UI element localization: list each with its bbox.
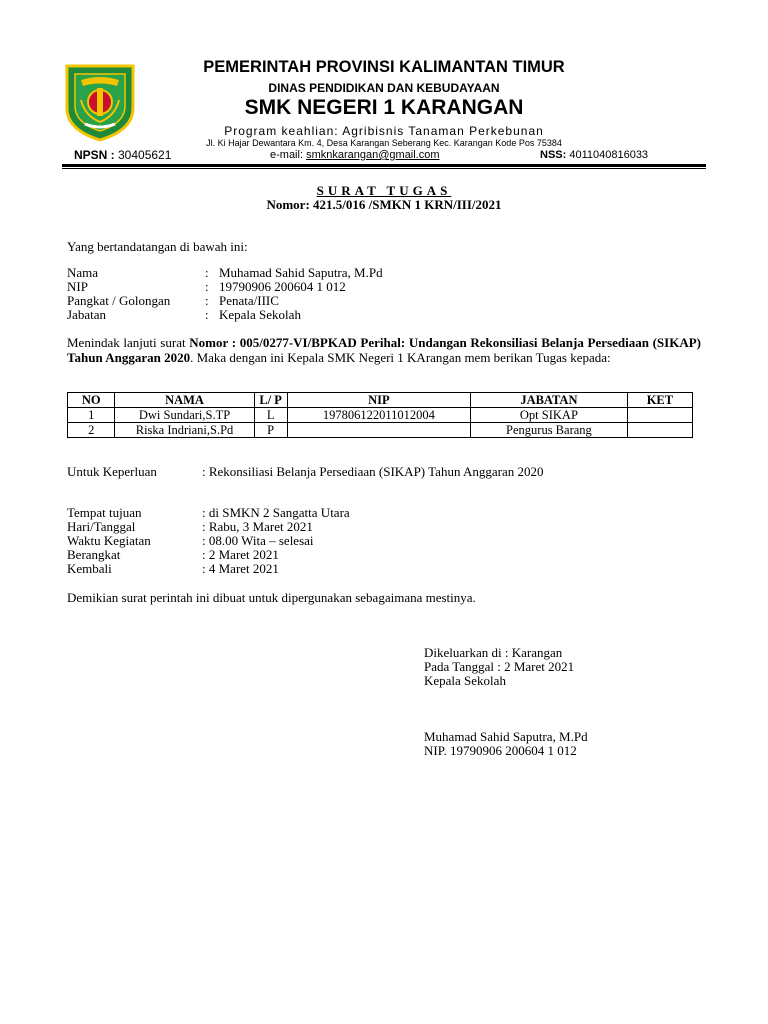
table-cell: Riska Indriani,S.Pd [115, 423, 254, 438]
intro-text: Yang bertandatangan di bawah ini: [67, 239, 248, 254]
table-row [68, 408, 693, 423]
table-cell [287, 423, 470, 438]
table-cell: 1 [68, 408, 115, 423]
detail-label: Hari/Tanggal [67, 519, 136, 534]
signer-position: Kepala Sekolah [424, 673, 506, 688]
signer-value: Penata/IIIC [219, 293, 279, 308]
detail-label: Berangkat [67, 547, 121, 562]
npsn: NPSN : 30405621 [74, 148, 172, 162]
table-cell: L [254, 408, 287, 423]
signer-value: Muhamad Sahid Saputra, M.Pd [219, 265, 383, 280]
table-header-cell: NAMA [115, 393, 254, 408]
table-header-cell: NO [68, 393, 115, 408]
signer-value: 19790906 200604 1 012 [219, 279, 346, 294]
table-row [68, 423, 693, 438]
detail-label: Kembali [67, 561, 112, 576]
colon: : [205, 293, 209, 308]
colon: : [205, 279, 209, 294]
table-header-row [68, 393, 693, 408]
email-link[interactable]: smknkarangan@gmail.com [306, 149, 440, 161]
detail-value: : 2 Maret 2021 [202, 547, 279, 562]
signer-value: Kepala Sekolah [219, 307, 301, 322]
letterhead-rule-thick [62, 164, 706, 167]
colon: : [205, 307, 209, 322]
table-cell: P [254, 423, 287, 438]
assignee-table [67, 392, 693, 438]
table-cell: Opt SIKAP [471, 408, 628, 423]
detail-value: : 08.00 Wita – selesai [202, 533, 314, 548]
nss: NSS: 4011040816033 [540, 149, 649, 161]
signer-label: Nama [67, 265, 99, 280]
signer-label: NIP [67, 279, 88, 294]
table-cell: Pengurus Barang [471, 423, 628, 438]
table-header-cell: JABATAN [471, 393, 628, 408]
body-paragraph: Menindak lanjuti surat Nomor : 005/0277-VI/BPKAD Perihal: Undangan Rekonsiliasi Belanja Persediaan (SIKAP) Tahun Anggaran 2020. Maka dengan ini Kepala SMK Negeri 1 KArangan mem berikan Tugas kepada: [67, 335, 701, 365]
province-name: PEMERINTAH PROVINSI KALIMANTAN TIMUR [203, 58, 565, 76]
table-cell: 197806122011012004 [287, 408, 470, 423]
colon: : [205, 265, 209, 280]
issued-at: Dikeluarkan di : Karangan [424, 645, 563, 660]
province-logo [63, 60, 137, 142]
purpose-label: Untuk Keperluan [67, 464, 157, 479]
closing-text: Demikian surat perintah ini dibuat untuk dipergunakan sebagaimana mestinya. [67, 590, 476, 605]
letter-number: Nomor: 421.5/016 /SMKN 1 KRN/III/2021 [266, 197, 502, 212]
address-line: Jl. Ki Hajar Dewantara Km. 4, Desa Karangan Seberang Kec. Karangan Kode Pos 75384 [206, 138, 562, 148]
issued-date: Pada Tanggal : 2 Maret 2021 [424, 659, 575, 674]
table-cell [627, 408, 692, 423]
detail-value: : 4 Maret 2021 [202, 561, 279, 576]
department-name: DINAS PENDIDIKAN DAN KEBUDAYAAN [268, 81, 500, 95]
signer-label: Jabatan [67, 307, 106, 322]
program-line: Program keahlian: Agribisnis Tanaman Perkebunan [224, 124, 544, 138]
purpose-value: : Rekonsiliasi Belanja Persediaan (SIKAP) Tahun Anggaran 2020 [202, 464, 544, 479]
table-header-cell: NIP [287, 393, 470, 408]
letterhead-rule-thin [62, 168, 706, 169]
email: e-mail: smknkarangan@gmail.com [270, 149, 440, 161]
table-cell: Dwi Sundari,S.TP [115, 408, 254, 423]
table-header-cell: L/ P [254, 393, 287, 408]
table-header-cell: KET [627, 393, 692, 408]
table-cell: 2 [68, 423, 115, 438]
letter-title: SURAT TUGAS [316, 183, 452, 198]
school-name: SMK NEGERI 1 KARANGAN [244, 96, 524, 119]
detail-value: : Rabu, 3 Maret 2021 [202, 519, 313, 534]
signer-name: Muhamad Sahid Saputra, M.Pd [424, 729, 588, 744]
signer-nip: NIP. 19790906 200604 1 012 [424, 743, 577, 758]
detail-value: : di SMKN 2 Sangatta Utara [202, 505, 350, 520]
table-cell [627, 423, 692, 438]
detail-label: Tempat tujuan [67, 505, 142, 520]
detail-label: Waktu Kegiatan [67, 533, 151, 548]
signer-label: Pangkat / Golongan [67, 293, 171, 308]
